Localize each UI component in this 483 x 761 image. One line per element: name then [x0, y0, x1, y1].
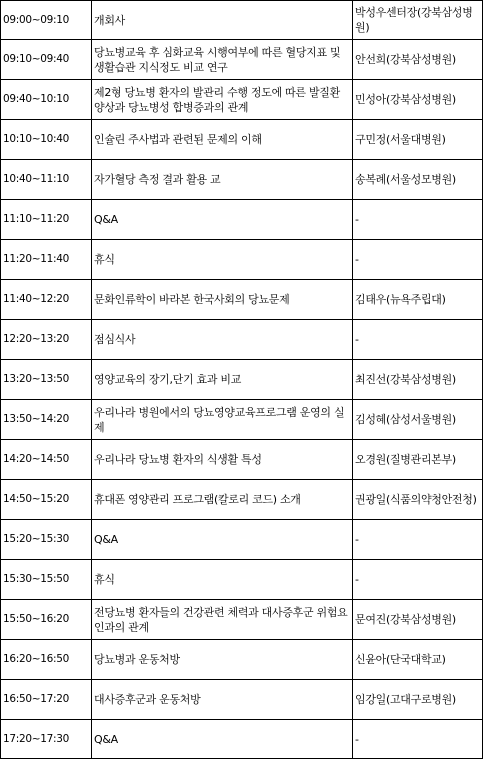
time-cell: 11:40~12:20 [1, 280, 92, 320]
schedule-row [1, 560, 483, 600]
speaker-cell: 김태우(뉴욕주립대) [353, 280, 483, 320]
time-cell: 11:20~11:40 [1, 240, 92, 280]
speaker-cell: 신윤아(단국대학교) [353, 640, 483, 680]
schedule-row [1, 320, 483, 360]
schedule-row [1, 520, 483, 560]
schedule-row [1, 720, 483, 759]
schedule-row [1, 640, 483, 680]
speaker-cell: - [353, 520, 483, 560]
topic-cell: 점심식사 [92, 320, 353, 360]
time-cell: 17:20~17:30 [1, 720, 92, 759]
schedule-row [1, 1, 483, 40]
schedule-row [1, 160, 483, 200]
speaker-cell: - [353, 320, 483, 360]
time-cell: 13:20~13:50 [1, 360, 92, 400]
schedule-row [1, 240, 483, 280]
topic-cell: 자가혈당 측정 결과 활용 교 [92, 160, 353, 200]
speaker-cell: 문여진(강북삼성병원) [353, 600, 483, 640]
topic-cell: Q&A [92, 520, 353, 560]
speaker-cell: - [353, 240, 483, 280]
speaker-cell: 민성아(강북삼성병원) [353, 80, 483, 120]
topic-cell: 우리나라 병원에서의 당뇨영양교육프로그램 운영의 실제 [92, 400, 353, 440]
schedule-row [1, 360, 483, 400]
speaker-cell: 구민정(서울대병원) [353, 120, 483, 160]
speaker-cell: 박성우센터장(강북삼성병원) [353, 1, 483, 40]
time-cell: 15:30~15:50 [1, 560, 92, 600]
time-cell: 15:50~16:20 [1, 600, 92, 640]
schedule-body [1, 1, 483, 759]
time-cell: 14:50~15:20 [1, 480, 92, 520]
time-cell: 14:20~14:50 [1, 440, 92, 480]
time-cell: 09:40~10:10 [1, 80, 92, 120]
schedule-row [1, 280, 483, 320]
time-cell: 10:40~11:10 [1, 160, 92, 200]
time-cell: 13:50~14:20 [1, 400, 92, 440]
topic-cell: Q&A [92, 200, 353, 240]
topic-cell: 인슐린 주사법과 관련된 문제의 이해 [92, 120, 353, 160]
schedule-row [1, 480, 483, 520]
schedule-row [1, 120, 483, 160]
schedule-row [1, 80, 483, 120]
schedule-row [1, 680, 483, 720]
speaker-cell: 김성혜(삼성서울병원) [353, 400, 483, 440]
speaker-cell: - [353, 720, 483, 759]
topic-cell: 영양교육의 장기,단기 효과 비교 [92, 360, 353, 400]
schedule-row [1, 400, 483, 440]
speaker-cell: 임강일(고대구로병원) [353, 680, 483, 720]
speaker-cell: 최진선(강북삼성병원) [353, 360, 483, 400]
topic-cell: 우리나라 당뇨병 환자의 식생활 특성 [92, 440, 353, 480]
topic-cell: 당뇨병교육 후 심화교육 시행여부에 따른 혈당지표 및 생활습관 지식정도 비교 연구 [92, 40, 353, 80]
speaker-cell: 안선희(강북삼성병원) [353, 40, 483, 80]
topic-cell: 개회사 [92, 1, 353, 40]
topic-cell: 전당뇨병 환자들의 건강관련 체력과 대사증후군 위험요인과의 관계 [92, 600, 353, 640]
time-cell: 11:10~11:20 [1, 200, 92, 240]
schedule-row [1, 40, 483, 80]
schedule-row [1, 200, 483, 240]
time-cell: 16:50~17:20 [1, 680, 92, 720]
speaker-cell: 송복례(서울성모병원) [353, 160, 483, 200]
schedule-row [1, 440, 483, 480]
speaker-cell: 권광일(식품의약청안전청) [353, 480, 483, 520]
time-cell: 09:10~09:40 [1, 40, 92, 80]
topic-cell: 대사증후군과 운동처방 [92, 680, 353, 720]
schedule-row [1, 600, 483, 640]
speaker-cell: - [353, 200, 483, 240]
topic-cell: 휴식 [92, 560, 353, 600]
topic-cell: 휴대폰 영양관리 프로그램(칼로리 코드) 소개 [92, 480, 353, 520]
topic-cell: 휴식 [92, 240, 353, 280]
speaker-cell: 오경원(질병관리본부) [353, 440, 483, 480]
topic-cell: Q&A [92, 720, 353, 759]
topic-cell: 제2형 당뇨병 환자의 발관리 수행 정도에 따른 발질환 양상과 당뇨병성 합병증과의 관계 [92, 80, 353, 120]
topic-cell: 문화인류학이 바라본 한국사회의 당뇨문제 [92, 280, 353, 320]
time-cell: 16:20~16:50 [1, 640, 92, 680]
topic-cell: 당뇨병과 운동처방 [92, 640, 353, 680]
speaker-cell: - [353, 560, 483, 600]
time-cell: 15:20~15:30 [1, 520, 92, 560]
time-cell: 10:10~10:40 [1, 120, 92, 160]
time-cell: 09:00~09:10 [1, 1, 92, 40]
time-cell: 12:20~13:20 [1, 320, 92, 360]
